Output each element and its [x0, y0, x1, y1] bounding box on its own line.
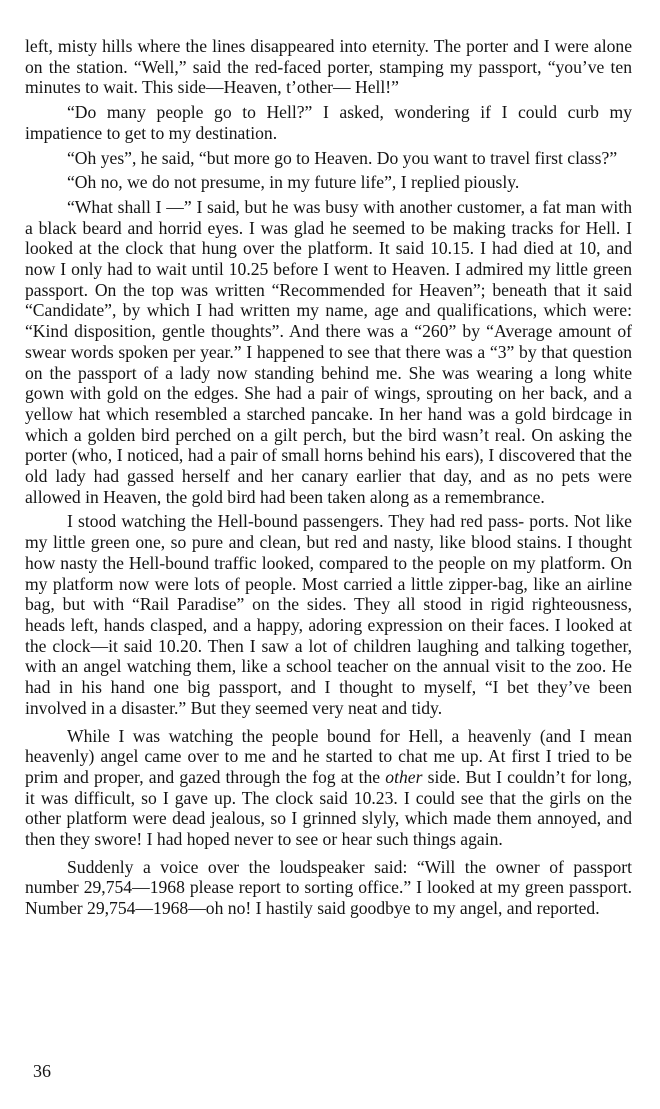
paragraph-heavenly-angel-part2: side. But I couldn’t for long, it was difficult, so I gave up. The clock said 10.23. I could see that the girls on the other platform were dead jealous, so I grinned slyly, which made them annoyed, and then they swore! I had hoped never to see or hear such things again. — [25, 766, 632, 850]
paragraph-loudspeaker: Suddenly a voice over the loudspeaker said: “Will the owner of passport number 29,754—1968 please report to sorting office.” I looked at my green passport. Number 29,754—1968—oh no! I hastily said goodbye to my angel, and reported. — [25, 856, 632, 919]
paragraph-continued-station: left, misty hills where the lines disappeared into eternity. The porter and I were alone on the station. “Well,” said the red-faced porter, stamping my passport, “you’ve ten minutes to wait. This side—Heaven, t’other— Hell!” — [25, 36, 632, 98]
paragraph-first-class: “Oh yes”, he said, “but more go to Heaven. Do you want to travel first class?” — [67, 147, 618, 168]
paragraph-green-passport: “What shall I —” I said, but he was busy with another customer, a fat man with a black beard and horrid eyes. I was glad he seemed to be making tracks for Hell. I looked at the clock that hung over the platform. It said 10.15. I had died at 10, and now I only had to wait until 10.25 before I went to Heaven. I admired my little green passport. On the top was written “Recommended for Heaven”; beneath that it said “Candidate”, by which I had written my name, age and qualifications, which were: “Kind disposition, gentle thoughts”. And there was a “260” by “Average amount of swear words spoken per year.” I happened to see that there was a “3” by that question on the passport of a lady now standing behind me. She was wearing a long white gown with gold on the edges. She had a pair of wings, sprouting on her back, and a yellow hat which resembled a starched pancake. In her hand was a gold birdcage in which a golden bird perched on a gilt perch, but the bird wasn’t real. On asking the porter (who, I noticed, had a pair of small horns behind his ears), I discovered that the old lady had gassed herself and her canary earlier that day, and as no pets were allowed in Heaven, the gold bird had been taken along as a remembrance. — [25, 196, 632, 507]
paragraph-replied-piously: “Oh no, we do not presume, in my future life”, I replied piously. — [67, 172, 520, 193]
page-number: 36 — [33, 1061, 51, 1081]
paragraph-hell-bound-passengers: I stood watching the Hell-bound passengers. They had red pass- ports. Not like my little green one, so pure and clean, but red and nasty, like blood stains. I thought how nasty the Hell-bound traffic looked, compared to the people on my platform. On my platform now were lots of people. Most carried a little zipper-bag, like an airline bag, but with “Rail Paradise” on the sides. They all stood in rigid righteousness, heads left, hands clasped, and a happy, adoring expression on their faces. I looked at the clock—it said 10.20. Then I saw a lot of children laughing and talking together, with an angel watching them, like a school teacher on the annual visit to the zoo. He had in his hand one big passport, and I thought to myself, “I bet they’ve been involved in a disaster.” But they seemed very neat and tidy. — [25, 511, 632, 718]
paragraph-many-go-to-hell: “Do many people go to Hell?” I asked, wondering if I could curb my impatience to get to my destination. — [25, 102, 632, 143]
book-page-text — [25, 36, 632, 919]
emphasis-other: other — [385, 766, 423, 787]
paragraph-heavenly-angel — [25, 726, 632, 850]
paragraph-heavenly-angel-part1: While I was watching the people bound for Hell, a heavenly (and I mean heavenly) angel came over to me and he started to chat me up. At first I tried to be prim and proper, and gazed through the fog at the — [25, 725, 632, 787]
